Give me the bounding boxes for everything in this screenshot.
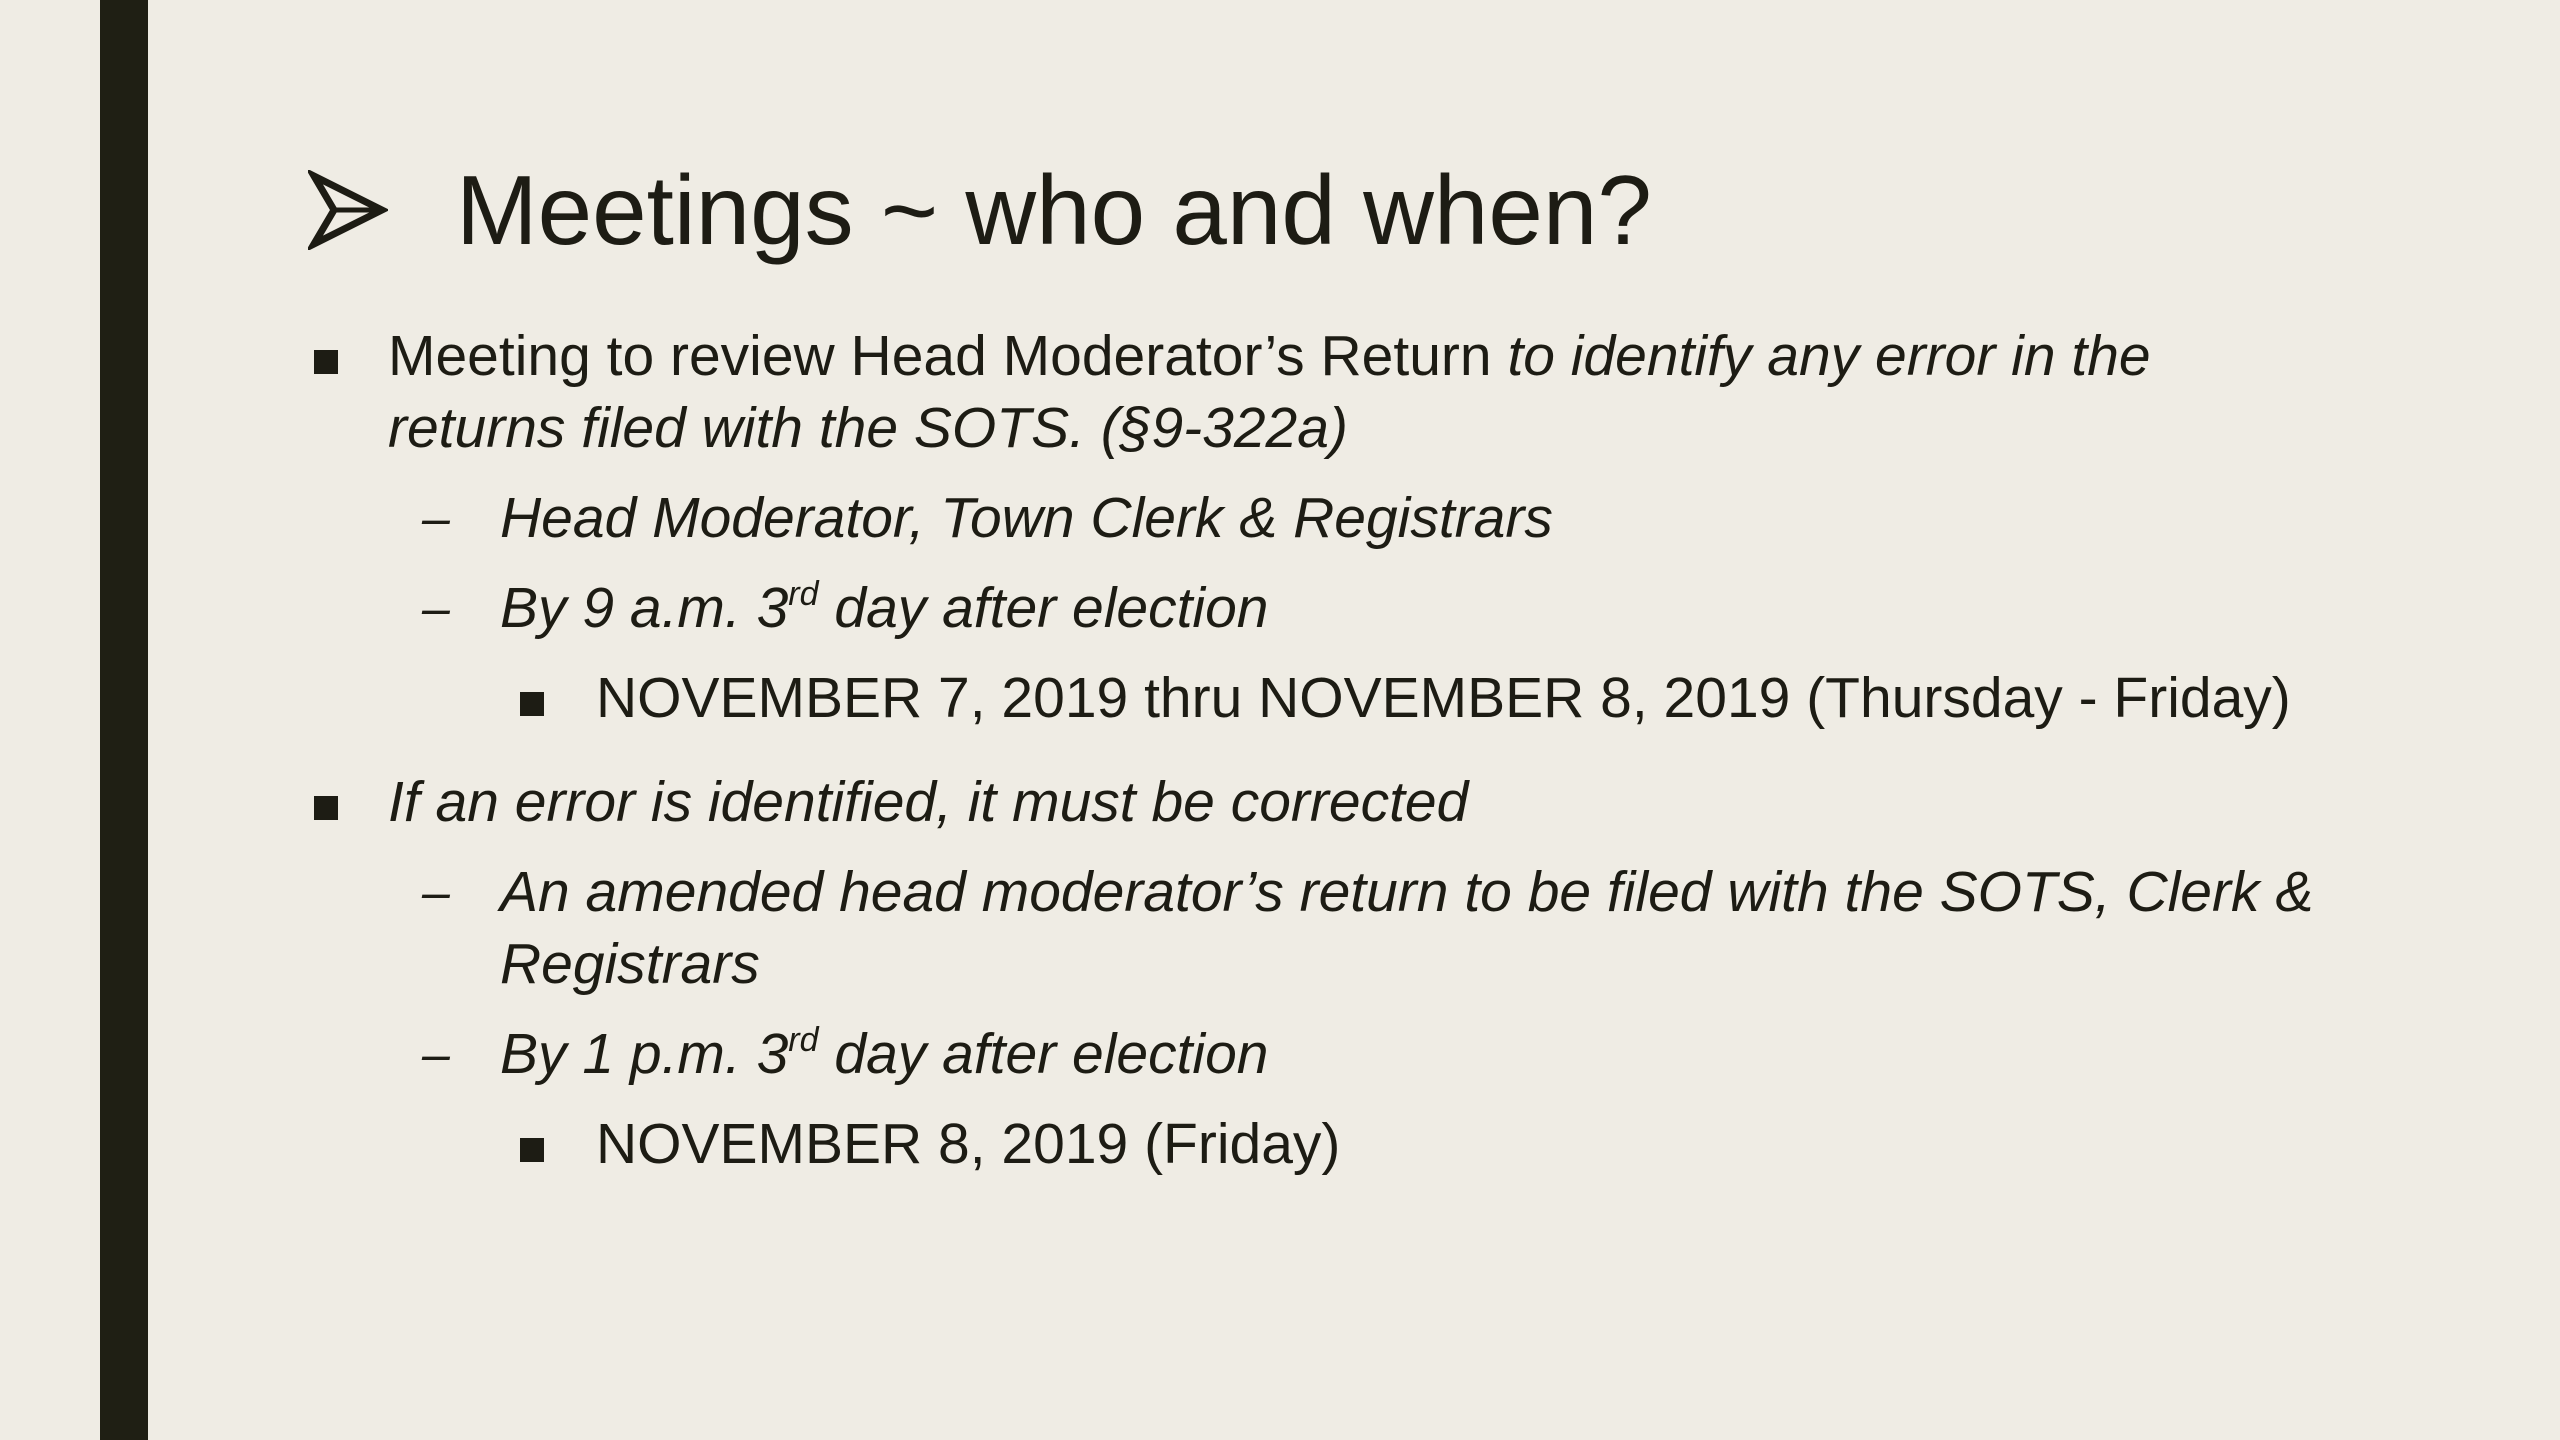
when-prefix: By 1 p.m. 3: [500, 1022, 789, 1086]
dash-bullet: –: [422, 864, 450, 920]
date-bullet-review: [308, 662, 2318, 734]
left-accent-bar: [100, 0, 148, 1440]
sub-bullet-text: Head Moderator, Town Clerk & Registrars: [500, 486, 1553, 550]
sub-bullet-deadline: [308, 1018, 2318, 1090]
sub-bullet-who: [308, 482, 2318, 554]
square-bullet-icon: [520, 1138, 544, 1162]
bullet-error-identified: [308, 766, 2318, 838]
when-suffix: day after election: [818, 576, 1269, 640]
bullet-text-italic: to identify any error in the returns filed with the SOTS. (§9-322a): [388, 324, 2151, 460]
slide-title-row: [308, 150, 1652, 270]
slide-body: [308, 320, 2318, 1180]
bullet-text-plain: Meeting to review Head Moderator’s Return: [388, 324, 1508, 388]
date-text: NOVEMBER 7, 2019 thru NOVEMBER 8, 2019 (Thursday - Friday): [596, 666, 2291, 730]
date-bullet-correction: [308, 1108, 2318, 1180]
when-suffix: day after election: [818, 1022, 1269, 1086]
slide-title: Meetings ~ who and when?: [456, 155, 1652, 265]
sub-bullet-amended-return: [308, 856, 2318, 1000]
dash-bullet: –: [422, 490, 450, 546]
when-ordinal: rd: [788, 1021, 819, 1059]
bullet-text: If an error is identified, it must be corrected: [388, 770, 1469, 834]
date-text: NOVEMBER 8, 2019 (Friday): [596, 1112, 1341, 1176]
when-prefix: By 9 a.m. 3: [500, 576, 789, 640]
square-bullet-icon: [520, 692, 544, 716]
bullet-meeting-review: [308, 320, 2318, 464]
dash-bullet: –: [422, 1026, 450, 1082]
square-bullet-icon: [314, 796, 338, 820]
arrowhead-icon: [308, 170, 388, 250]
sub-bullet-text: An amended head moderator’s return to be filed with the SOTS, Clerk & Registrars: [500, 860, 2314, 996]
square-bullet-icon: [314, 350, 338, 374]
when-ordinal: rd: [788, 575, 819, 613]
dash-bullet: –: [422, 580, 450, 636]
sub-bullet-when: [308, 572, 2318, 644]
